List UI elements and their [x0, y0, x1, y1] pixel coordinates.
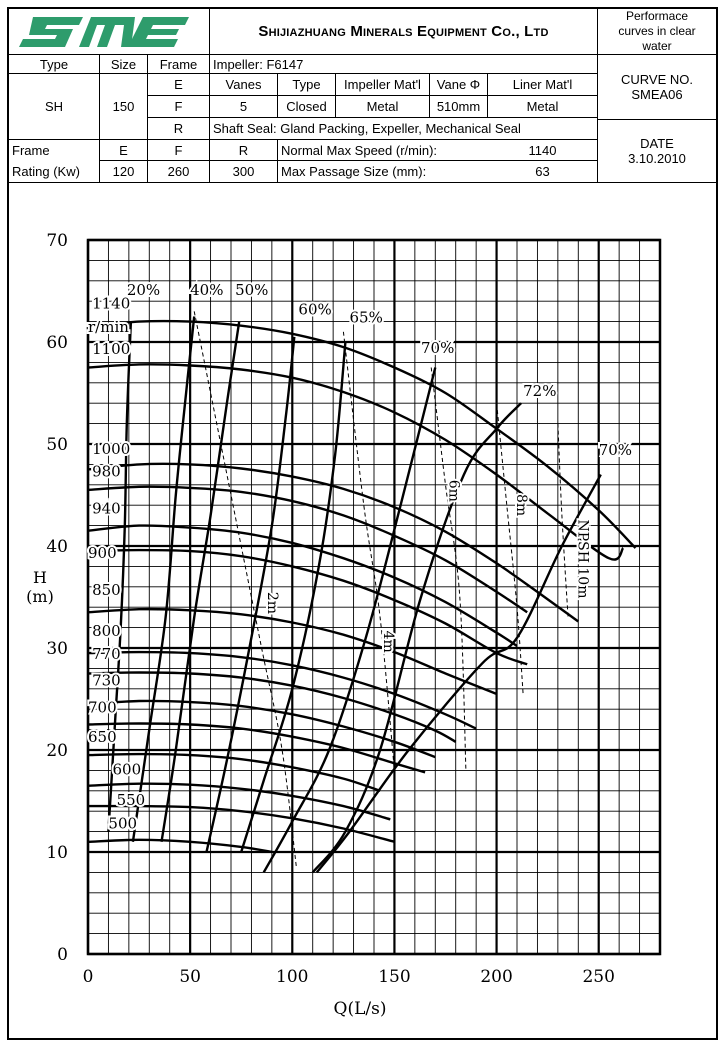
npshr-label: 6m	[445, 479, 462, 502]
speed-label: 1000	[92, 440, 131, 459]
speed-label: 700	[88, 698, 117, 717]
x-axis-label: Q(L/s)	[333, 999, 387, 1019]
curve-no-value: SMEA06	[631, 87, 683, 102]
y-tick-label: 70	[46, 231, 68, 251]
efficiency-label: 70%	[598, 441, 633, 460]
pump-size: 150	[100, 74, 148, 140]
frame-row-label: Frame	[9, 140, 100, 161]
efficiency-curve-6	[313, 403, 521, 872]
y-axis-label-unit: (m)	[26, 587, 54, 606]
x-tick-label: 150	[378, 967, 411, 987]
y-tick-label: 0	[57, 945, 68, 965]
y-tick-label: 30	[46, 639, 68, 659]
date-label: DATE	[640, 136, 674, 151]
efficiency-label: 20%	[126, 281, 161, 300]
speed-label: 900	[88, 544, 117, 563]
frame-e: E	[148, 74, 210, 96]
x-tick-label: 100	[276, 967, 309, 987]
type2-label: Type	[278, 74, 336, 96]
max-passage-label: Max Passage Size (mm):	[278, 161, 488, 183]
frame-r: R	[148, 118, 210, 140]
speed-label: r/min	[88, 317, 129, 336]
perf-title-text: Performace curves in clear water	[618, 9, 696, 53]
x-tick-label: 50	[179, 967, 201, 987]
speed-label: 1140	[92, 294, 131, 313]
x-tick-label: 250	[582, 967, 615, 987]
speed-label: 1100	[92, 340, 131, 359]
rating-frame-e: E	[100, 140, 148, 161]
speed-label: 600	[112, 760, 142, 779]
speed-label: 500	[108, 814, 138, 833]
rating-r-kw: 300	[210, 161, 278, 183]
speed-label: 980	[92, 462, 121, 481]
npshr-label: 4m	[380, 630, 397, 653]
rating-e-kw: 120	[100, 161, 148, 183]
company-name: Shijiazhuang Minerals Equipment Co., Ltd	[210, 9, 598, 55]
y-tick-label: 10	[46, 843, 68, 863]
rating-row-label: Rating (Kw)	[9, 161, 100, 183]
frame-f: F	[148, 96, 210, 118]
vanes-value: 5	[210, 96, 278, 118]
rating-f-kw: 260	[148, 161, 210, 183]
y-tick-label: 20	[46, 741, 68, 761]
efficiency-label: 72%	[523, 382, 557, 401]
npshr-label: 8m	[513, 493, 529, 517]
npshr-curve-4	[558, 424, 568, 618]
date-value: 3.10.2010	[628, 151, 686, 166]
liner-mat-label: Liner Mat'l	[488, 74, 598, 96]
speed-label: 550	[116, 791, 146, 810]
npshr-curve-0	[194, 311, 296, 867]
efficiency-curve-2	[162, 322, 240, 842]
max-speed-label: Normal Max Speed (r/min):	[278, 140, 488, 161]
rating-frame-f: F	[148, 140, 210, 161]
pump-type: SH	[9, 74, 100, 140]
speed-curve-800	[88, 652, 476, 729]
shaft-seal: Shaft Seal: Gland Packing, Expeller, Mechanical Seal	[210, 118, 598, 140]
speed-label: 800	[92, 621, 121, 640]
max-passage-value: 63	[488, 161, 598, 183]
x-tick-label: 200	[480, 967, 513, 987]
efficiency-label: 60%	[298, 300, 332, 319]
y-tick-label: 60	[46, 333, 68, 353]
max-speed-value: 1140	[488, 140, 598, 161]
type2-value: Closed	[278, 96, 336, 118]
vane-dia-label: Vane Φ	[430, 74, 488, 96]
efficiency-label: 65%	[349, 308, 383, 327]
npshr-label: 2m	[263, 591, 280, 615]
speed-label: 850	[92, 580, 121, 599]
impeller-mat-value: Metal	[336, 96, 430, 118]
speed-label: 730	[92, 671, 121, 690]
vane-dia-value: 510mm	[430, 96, 488, 118]
speed-label: 770	[92, 645, 121, 664]
vanes-label: Vanes	[210, 74, 278, 96]
speed-label: 940	[92, 499, 121, 518]
efficiency-label: 70%	[420, 339, 455, 358]
chart-grid	[88, 240, 660, 954]
liner-mat-value: Metal	[488, 96, 598, 118]
rating-frame-r: R	[210, 140, 278, 161]
efficiency-curve-1	[133, 317, 194, 842]
size-label: Size	[100, 55, 148, 74]
efficiency-label: 50%	[235, 281, 269, 300]
efficiency-label: 40%	[190, 281, 224, 300]
type-label: Type	[9, 55, 100, 74]
y-tick-label: 40	[46, 537, 68, 557]
curve-no-label: CURVE NO.	[621, 72, 693, 87]
speed-label: 650	[88, 727, 117, 746]
y-tick-label: 50	[46, 435, 68, 455]
x-tick-label: 0	[82, 967, 94, 987]
impeller-mat-label: Impeller Mat'l	[336, 74, 430, 96]
npshr-label: NPSH 10m	[574, 519, 591, 599]
frame-label: Frame	[148, 55, 210, 74]
impeller-code: Impeller: F6147	[210, 55, 598, 74]
y-axis-label-h: H	[33, 568, 47, 587]
